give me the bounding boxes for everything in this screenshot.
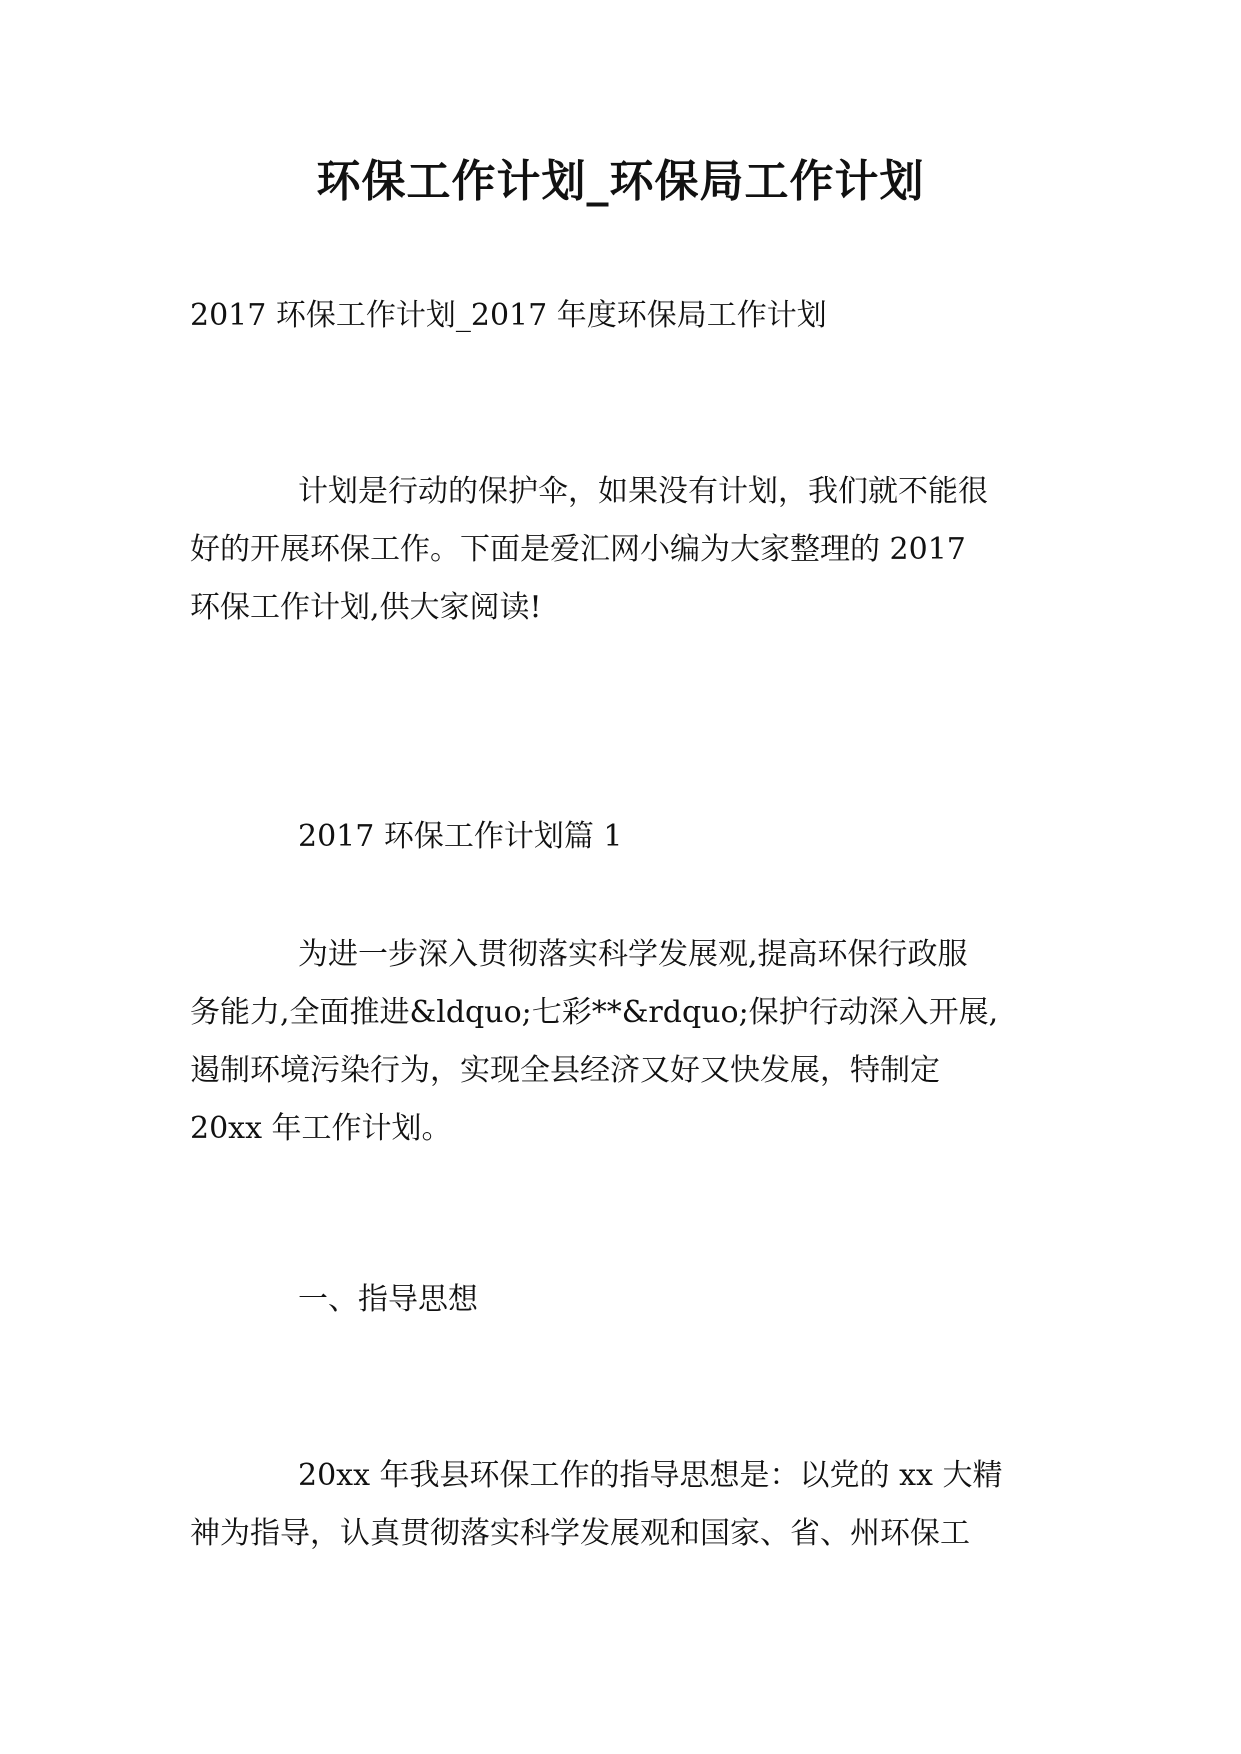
paragraph1-line-1: 为进一步深入贯彻落实科学发展观,提高环保行政服 [298,937,968,972]
document-subtitle: 2017 环保工作计划_2017 年度环保局工作计划 [190,298,827,333]
paragraph2-line-2: 神为指导，认真贯彻落实科学发展观和国家、省、州环保工 [190,1516,970,1551]
document-title: 环保工作计划_环保局工作计划 [316,156,925,207]
paragraph1-line-2: 务能力,全面推进&ldquo;七彩**&rdquo;保护行动深入开展, [190,995,999,1030]
section-heading: 2017 环保工作计划篇 1 [298,819,623,854]
heading-guiding-ideology: 一、指导思想 [298,1282,478,1317]
intro-line-3: 环保工作计划,供大家阅读! [190,590,542,625]
paragraph2-line-1: 20xx 年我县环保工作的指导思想是：以党的 xx 大精 [298,1458,1003,1493]
paragraph1-line-3: 遏制环境污染行为，实现全县经济又好又快发展，特制定 [190,1053,940,1088]
paragraph1-line-4: 20xx 年工作计划。 [190,1111,452,1146]
intro-line-2: 好的开展环保工作。下面是爱汇网小编为大家整理的 2017 [190,532,966,567]
intro-line-1: 计划是行动的保护伞，如果没有计划，我们就不能很 [298,474,988,509]
